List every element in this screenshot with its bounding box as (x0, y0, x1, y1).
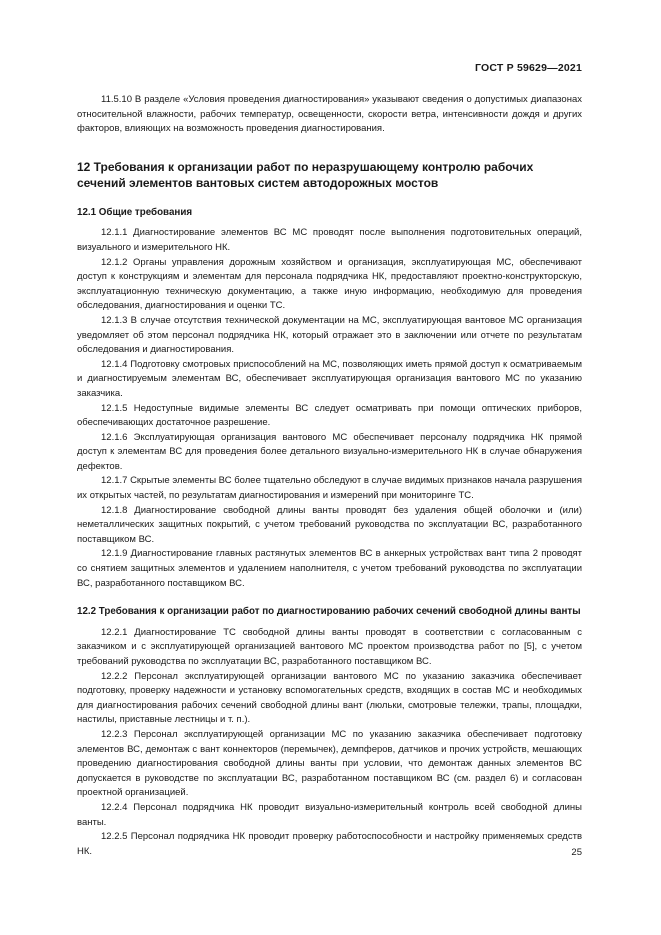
paragraph-12-2-4: 12.2.4 Персонал подрядчика НК проводит визуально-измерительный контроль всей свободной длины ванты. (77, 801, 582, 828)
paragraph-12-1-9: 12.1.9 Диагностирование главных растянутых элементов ВС в анкерных устройствах вант типа 2 проводят со снятием защитных элементов и удалением наполнителя, с учетом требований руководства по эксплуатации ВС, разработанного поставщиком ВС. (77, 548, 582, 589)
paragraph-12-2-1: 12.2.1 Диагностирование ТС свободной длины ванты проводят в соответствии с согласованным с заказчиком и с эксплуатирующей организацией вантового МС проектом производства работ по [5], с учетом требований руководства по эксплуатации ВС, разработанного поставщиком ВС. (77, 626, 582, 667)
paragraph-11-5-10: 11.5.10 В разделе «Условия проведения диагностирования» указывают сведения о допустимых диапазонах относительной влажности, рабочих температур, освещенности, скорости ветра, интенсивности дождя и других факторов, влияющих на возможность проведения диагностирования. (77, 94, 582, 135)
subsection-12-2-title: 12.2 Требования к организации работ по диагностированию рабочих сечений свободной длины ванты (77, 606, 581, 618)
paragraph-12-1-3: 12.1.3 В случае отсутствия технической документации на МС, эксплуатирующая вантовое МС организация уведомляет об этом персонал подрядчика НК, который отражает это в заключении или отчете по результатам обследования и диагностирования. (77, 314, 582, 356)
paragraph-12-2-5: 12.2.5 Персонал подрядчика НК проводит проверку работоспособности и настройку применяемых средств НК. (77, 831, 582, 857)
paragraph-12-1-2: 12.1.2 Органы управления дорожным хозяйством и организация, эксплуатирующая МС, обеспечивают доступ к конструкциям и элементам для персонала подрядчика НК, предоставляют проектно-конструкторскую, эксплуатационную техническую документацию, а также иную информацию, необходимую для проведения обследования, диагностирования и оценки ТС. (77, 256, 582, 312)
paragraph-12-1-6: 12.1.6 Эксплуатирующая организация вантового МС обеспечивает персоналу подрядчика НК прямой доступ к элементам ВС для проведения более детального визуально-измерительного НК в случае обнаружения дефектов. (77, 431, 582, 472)
page-number: 25 (571, 847, 582, 858)
paragraph-12-2-2: 12.2.2 Персонал эксплуатирующей организации вантового МС по указанию заказчика обеспечивает подготовку, проверку надежности и установку вспомогательных средств, входящих в состав МС и необходимых для диагностирования рабочих сечений свободной длины вант (люльки, смотровые тележки, трапы, площадки, настилы, приставные лестницы и т. п.). (77, 670, 582, 726)
paragraph-12-2-3: 12.2.3 Персонал эксплуатирующей организации МС по указанию заказчика обеспечивает подготовку элементов ВС, демонтаж с вант коннекторов (перемычек), демпферов, датчиков и прочих устройств, мешающих проведению диагностирования свободной длины ванты при условии, что демонтаж данных элементов ВС допускается в руководстве по эксплуатации ВС, разработанном поставщиком ВС (см. раздел 6) и согласован проектной организацией. (77, 728, 582, 799)
paragraph-12-1-8: 12.1.8 Диагностирование свободной длины ванты проводят без удаления общей оболочки и (или) неметаллических защитных покрытий, с учетом требований руководства по эксплуатации ВС, разработанного поставщиком ВС. (77, 504, 582, 545)
paragraph-12-1-7: 12.1.7 Скрытые элементы ВС более тщательно обследуют в случае видимых признаков начала разрушения их открытых частей, по результатам диагностирования и измерений при мониторинге ТС. (77, 475, 582, 502)
paragraph-12-1-5: 12.1.5 Недоступные видимые элементы ВС следует осматривать при помощи оптических приборов, обеспечивающих достаточное разрешение. (77, 402, 582, 429)
paragraph-12-1-4: 12.1.4 Подготовку смотровых приспособлений на МС, позволяющих иметь прямой доступ к осматриваемым и диагностируемым элементам ВС, обеспечивает эксплуатирующая организация вантового МС по указанию заказчика. (77, 358, 582, 399)
paragraph-12-1-1: 12.1.1 Диагностирование элементов ВС МС проводят после выполнения подготовительных операций, визуального и измерительного НК. (77, 227, 582, 253)
section-12-title: 12 Требования к организации работ по неразрушающему контролю рабочих сечений элементов вантовых систем автодорожных мостов (77, 159, 534, 191)
standard-designation: ГОСТ Р 59629—2021 (474, 62, 582, 74)
subsection-12-1-title: 12.1 Общие требования (77, 206, 193, 218)
page-content (77, 93, 582, 859)
